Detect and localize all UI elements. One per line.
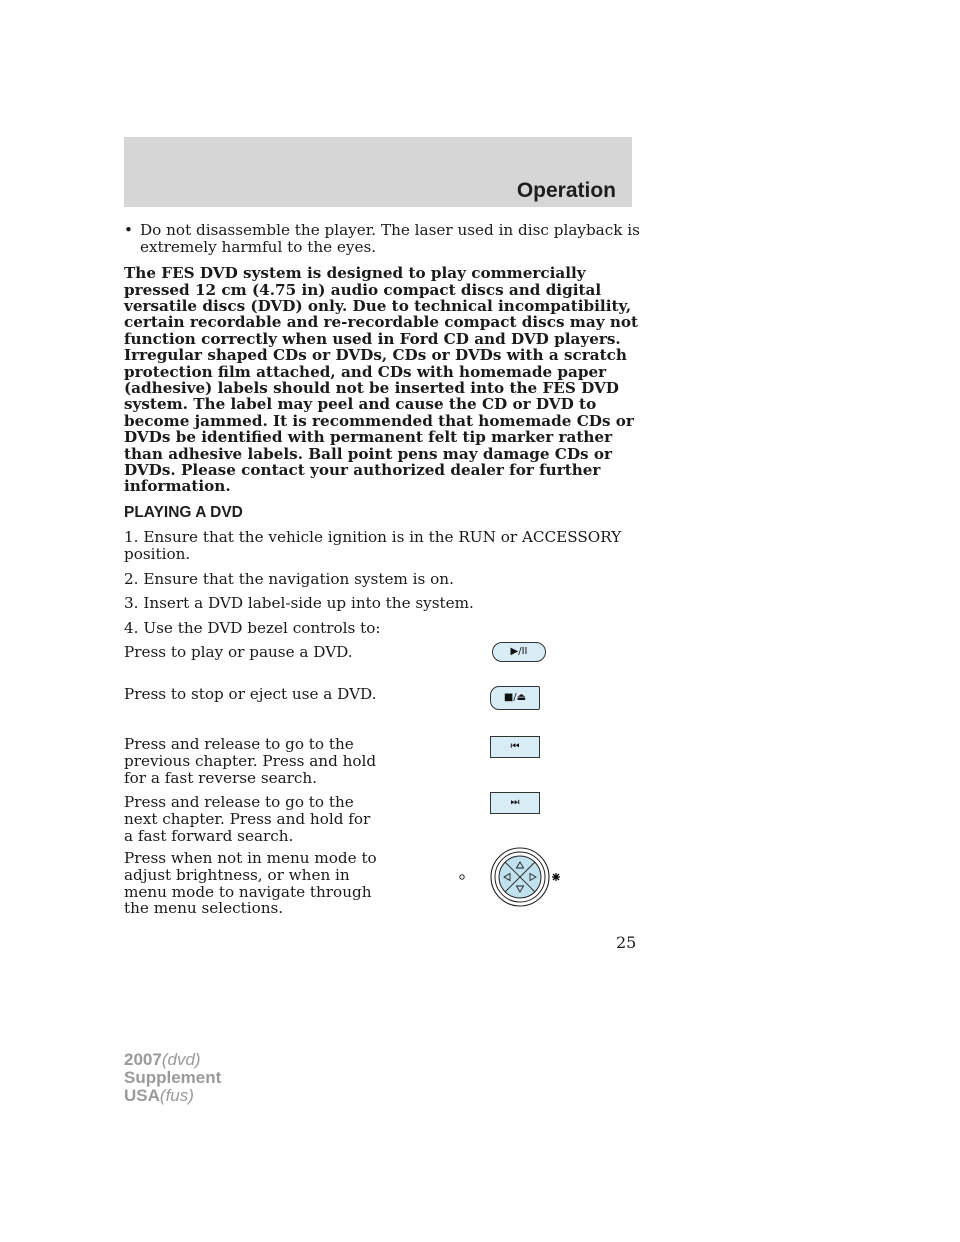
step-4: 4. Use the DVD bezel controls to: [124,618,381,637]
step-1: 1. Ensure that the vehicle ignition is in the RUN or ACCESSORY position. [124,528,622,564]
control-description: Press to stop or eject use a DVD. [124,685,377,704]
footer-supplement: Supplement [124,1068,222,1087]
footer-region: USA [124,1086,160,1105]
stop-eject-icon: ■/⏏ [490,686,540,710]
footer-line-3 [124,1087,221,1105]
step-3: 3. Insert a DVD label-side up into the system. [124,594,474,613]
disc-compatibility-notice: The FES DVD system is designed to play commercially pressed 12 cm (4.75 in) audio compact discs and digital versatile discs (DVD) only. Due to technical incompatibility, certain recordable and re-recordable compact discs may not function correctly when used in Ford CD and DVD players. Irregular shaped CDs or DVDs, CDs or DVDs with a scratch protection film attached, and CDs with homemade paper (adhesive) labels should not be inserted into the FES DVD system. The label may peel and cause the CD or DVD to become jammed. It is recommended that homemade CDs or DVDs be identified with permanent felt tip marker rather than adhesive labels. Ball point pens may damage CDs or DVDs. Please contact your authorized dealer for further information. [124,264,639,496]
bullet-text: Do not disassemble the player. The laser used in disc playback is extremely harmful to the eyes. [140,221,640,256]
previous-chapter-icon: ⏮ [490,736,540,758]
page-number: 25 [616,933,637,952]
play-pause-icon: ▶/II [492,642,546,662]
footer-year: 2007 [124,1050,162,1069]
control-row-play-pause [124,644,644,686]
footer-region-note: (fus) [159,1086,194,1105]
control-description: Press and release to go to the next chapter. Press and hold for a fast forward search. [124,793,371,845]
step-2: 2. Ensure that the navigation system is on. [124,569,454,588]
footer-line-1 [124,1051,221,1069]
control-description: Press and release to go to the previous chapter. Press and hold for a fast reverse search. [124,735,377,787]
header-band [124,137,632,207]
control-row-next [124,794,644,850]
footer-year-note: (dvd) [161,1050,201,1069]
content [124,222,644,920]
control-description: Press when not in menu mode to adjust brightness, or when in menu mode to navigate through the menu selections. [124,849,377,918]
next-chapter-icon: ⏭ [490,792,540,814]
control-row-previous [124,736,644,794]
footer-edition [124,1051,221,1105]
directional-pad-icon [456,846,566,908]
control-row-navigation [124,850,644,920]
section-title: Operation [516,179,616,202]
footer-line-2 [124,1069,221,1087]
control-row-stop-eject [124,686,644,736]
bullet-dot: • [124,221,133,239]
bullet-item [124,222,644,255]
playing-dvd-heading: PLAYING A DVD [124,503,243,521]
control-description: Press to play or pause a DVD. [124,643,353,662]
